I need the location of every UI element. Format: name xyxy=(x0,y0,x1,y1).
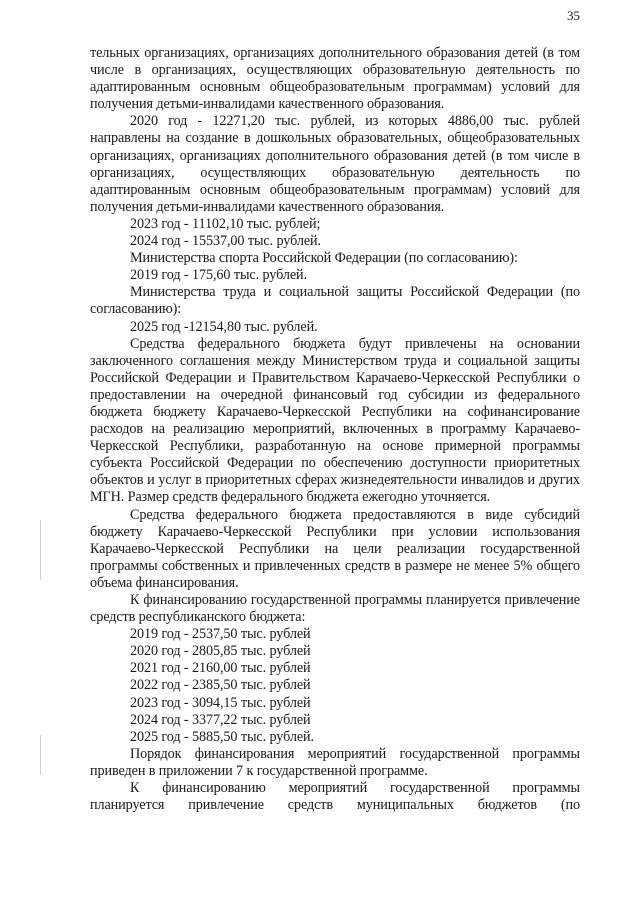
ministry-sport-heading: Министерства спорта Российской Федерации (по согласованию): xyxy=(130,250,518,267)
scan-artifact-line xyxy=(40,520,41,580)
document-body xyxy=(90,45,580,814)
paragraph-federal-budget-agreement: Средства федерального бюджета будут привлечены на основании заключенного соглашения между Министерством труда и социальной защиты Российской Федерации и Правительством Карачаево-Черкесской Республики о предоставлении на очередной финансовый год субсидии из федерального бюджета бюджету Карачаево-Черкесской Республики на софинансирование расходов на реализацию мероприятий, включенных в программу Карачаево-Черкесской Республики, разработанную на основе примерной программы субъекта Российской Федерации по обеспечению доступности приоритетных объектов и услуг в приоритетных сферах жизнедеятельности инвалидов и других МГН. Размер средств федерального бюджета ежегодно уточняется. xyxy=(90,335,580,506)
paragraph-federal-subsidies: Средства федерального бюджета предоставляются в виде субсидий бюджету Карачаево-Черкесской Республики при условии использования Карачаево-Черкесской Республики на цели реализации государственной программы собственных и привлеченных средств в размере не менее 5% общего объема финансирования. xyxy=(90,506,580,591)
republican-amount-2024: 2024 год - 3377,22 тыс. рублей xyxy=(130,711,311,728)
republican-amount-2019: 2019 год - 2537,50 тыс. рублей xyxy=(130,626,311,643)
republican-amount-2023: 2023 год - 3094,15 тыс. рублей xyxy=(130,694,311,711)
paragraph-2020-federal: 2020 год - 12271,20 тыс. рублей, из которых 4886,00 тыс. рублей направлены на создание в дошкольных образовательных, общеобразовательных организациях, организациях дополнительного образования детей (в том числе в организациях, осуществляющих образовательную деятельность по адаптированным основным общеобразовательным программам) условий для получения детьми-инвалидами качественного образования. xyxy=(90,113,580,215)
republican-amount-2022: 2022 год - 2385,50 тыс. рублей xyxy=(130,677,311,694)
republican-amount-2021: 2021 год - 2160,00 тыс. рублей xyxy=(130,660,311,677)
republican-amount-2020: 2020 год - 2805,85 тыс. рублей xyxy=(130,643,311,660)
amount-line-2019-sport: 2019 год - 175,60 тыс. рублей. xyxy=(130,267,307,284)
paragraph-republican-budget: К финансированию государственной программы планируется привлечение средств республиканского бюджета: xyxy=(90,592,580,626)
scan-artifact-line xyxy=(40,735,41,775)
republican-amount-2025: 2025 год - 5885,50 тыс. рублей. xyxy=(130,728,314,745)
paragraph-continuation: тельных организациях, организациях дополнительного образования детей (в том числе в организациях, осуществляющих образовательную деятельность по адаптированным основным общеобразовательным программам) условий для получения детьми-инвалидами качественного образования. xyxy=(90,45,580,113)
paragraph-municipal-budgets: К финансированию мероприятий государственной программы планируется привлечение средств муниципальных бюджетов (по xyxy=(90,780,580,814)
ministry-labor-heading: Министерства труда и социальной защиты Российской Федерации (по согласованию): xyxy=(90,284,580,318)
amount-line-2023: 2023 год - 11102,10 тыс. рублей; xyxy=(130,215,321,232)
page-number: 35 xyxy=(567,8,580,23)
paragraph-financing-procedure: Порядок финансирования мероприятий государственной программы приведен в приложении 7 к государственной программе. xyxy=(90,745,580,779)
amount-line-2024: 2024 год - 15537,00 тыс. рублей. xyxy=(130,233,321,250)
amount-line-2025-labor: 2025 год -12154,80 тыс. рублей. xyxy=(130,318,318,335)
